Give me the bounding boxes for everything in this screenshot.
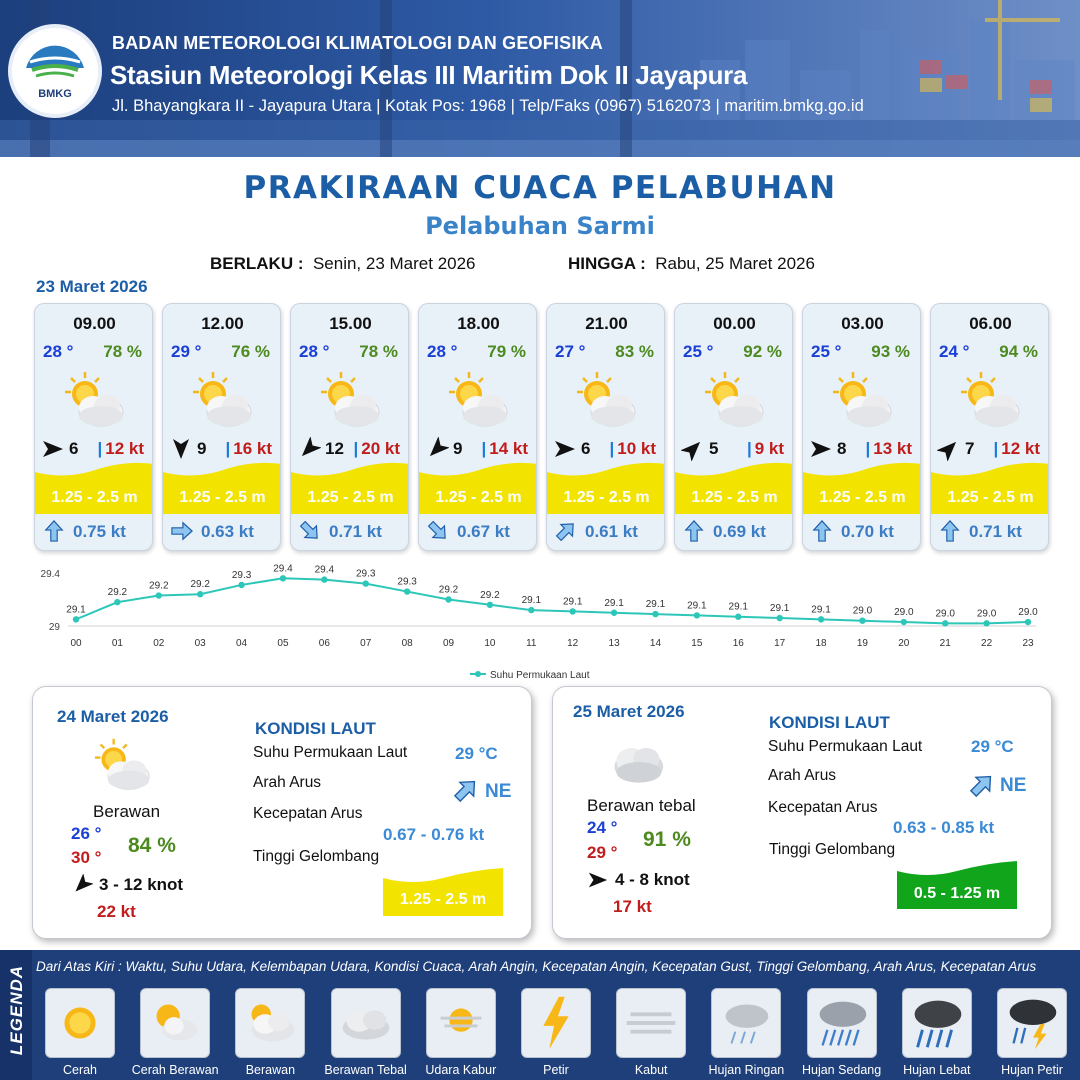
card-wind-speed: 9 [197,439,207,458]
chart-point [1025,619,1031,625]
card-humidity: 79 % [487,342,526,361]
day3-sea-title: KONDISI LAUT [769,713,890,732]
card-gust: | 12 kt [97,439,144,458]
chart-data-label: 29.0 [1018,607,1038,619]
chart-x-tick: 07 [360,638,372,649]
chart-x-tick: 14 [649,638,662,649]
card-wind-speed: 7 [965,439,975,458]
haze-icon [427,989,495,1057]
chart-x-tick: 22 [981,638,993,649]
card-wave-height: 1.25 - 2.5 m [51,489,138,506]
chart-point [238,582,244,588]
day3-wind-arrow-icon [587,869,609,891]
chart-point [404,588,410,594]
chart-point [776,615,782,621]
header-banner [0,0,1080,157]
card-temperature: 28 ° [299,342,330,361]
card-wave-height: 1.25 - 2.5 m [563,489,650,506]
station-name: Stasiun Meteorologi Kelas III Maritim Dok II Jayapura [110,60,748,90]
chart-point [156,592,162,598]
chart-y-tick: 29.4 [40,569,60,580]
chart-data-label: 29.2 [480,589,500,601]
card-current-speed: 0.70 kt [841,522,894,541]
partly-cloudy-icon [959,370,1023,432]
current-direction-icon [939,518,961,544]
chart-point [694,612,700,618]
card-temperature: 28 ° [427,342,458,361]
chart-x-tick: 20 [898,638,910,649]
legend-title: LEGENDA [7,964,26,1056]
chart-data-label: 29.1 [66,604,86,616]
partly-cloudy-icon [63,370,127,432]
legend-item-label: Udara Kabur [425,1063,497,1077]
legend-item-label: Hujan Petir [1001,1063,1063,1077]
day2-date: 24 Maret 2026 [57,707,169,726]
chart-x-tick: 06 [318,638,330,649]
forecast-card [290,303,409,551]
card-gust: | 16 kt [225,439,272,458]
chart-point [818,616,824,622]
day2-humidity: 84 % [128,834,176,857]
day3-sst-value: 29 °C [971,737,1014,756]
chart-point [114,599,120,605]
card-gust-value: 12 kt [105,439,144,458]
chart-x-tick: 13 [608,638,620,649]
chart-point [611,610,617,616]
legend-item [807,988,877,1058]
forecast-card [34,303,153,551]
day3-current-dir-label: Arah Arus [768,767,837,784]
valid-to [568,254,815,274]
chart-point [652,611,658,617]
day2-current-dir: NE [485,781,512,802]
legend-item-label: Berawan Tebal [324,1063,407,1077]
card-time: 12.00 [201,314,244,333]
day2-temp-min: 26 ° [71,824,102,843]
partly-cloudy-icon [91,737,155,795]
card-humidity: 83 % [615,342,654,361]
chart-legend-marker [475,671,481,677]
legend-item [331,988,401,1058]
card-current-speed: 0.67 kt [457,522,510,541]
day2-summary-box [32,686,532,939]
chart-point [528,607,534,613]
day2-gust: 22 kt [97,902,136,921]
fog-icon [617,989,685,1057]
chart-point [859,618,865,624]
card-gust-value: 14 kt [489,439,528,458]
day2-temp-max: 30 ° [71,848,102,867]
card-temperature: 25 ° [683,342,714,361]
chart-x-tick: 10 [484,638,496,649]
card-gust-value: 12 kt [1001,439,1040,458]
day3-wind-speed: 4 - 8 knot [615,870,690,889]
legend-item [997,988,1067,1058]
chart-point [280,575,286,581]
day3-current-dir: NE [1000,775,1027,796]
card-time: 03.00 [841,314,884,333]
card-wind-speed: 12 [325,439,344,458]
page-title: PRAKIRAAN CUACA PELABUHAN [243,170,837,206]
card-humidity: 78 % [103,342,142,361]
legend-item-label: Petir [543,1063,569,1077]
chart-x-tick: 11 [526,638,537,649]
card-gust-value: 9 kt [754,439,784,458]
card-gust-value: 10 kt [617,439,656,458]
chart-point [983,620,989,626]
card-gust-value: 20 kt [361,439,400,458]
card-temperature: 28 ° [43,342,74,361]
chart-x-tick: 15 [691,638,703,649]
chart-x-tick: 02 [153,638,165,649]
day3-summary-box [552,686,1052,939]
partly-cloudy-icon [447,370,511,432]
partly-cloudy-icon [575,370,639,432]
light-rain-icon [712,989,780,1057]
chart-data-label: 29.1 [769,603,790,615]
partly-cloudy-icon [831,370,895,432]
legend-item-label: Hujan Ringan [708,1063,785,1077]
chart-x-tick: 01 [111,638,123,649]
card-time: 00.00 [713,314,756,333]
current-direction-icon [43,518,65,544]
legend-panel [0,950,1080,1080]
chart-point [363,580,369,586]
chart-point [735,614,741,620]
legend-item-label: Cerah [62,1063,98,1077]
chart-legend-label: Suhu Permukaan Laut [490,670,590,681]
legend-description: Dari Atas Kiri : Waktu, Suhu Udara, Kelembapan Udara, Kondisi Cuaca, Arah Angin, Kecepatan Angin, Kecepatan Gust, Tinggi Gelombang, Arah Arus, Kecepatan Arus [36,959,1037,974]
chart-data-label: 29.2 [107,587,128,599]
day3-condition: Berawan tebal [587,796,696,815]
day2-wind-arrow-icon [71,874,93,896]
chart-x-tick: 04 [236,638,248,649]
card-temperature: 25 ° [811,342,842,361]
chart-data-label: 29.2 [438,584,459,596]
card-current-speed: 0.75 kt [73,522,126,541]
legend-item-label: Kabut [634,1063,668,1077]
chart-data-label: 29.2 [149,580,169,592]
card-gust: | 9 kt [746,439,784,458]
chart-data-label: 29.1 [562,596,583,608]
chart-point [197,591,203,597]
chart-data-label: 29.2 [190,579,210,591]
chart-data-label: 29.1 [811,604,831,616]
card-humidity: 92 % [743,342,782,361]
current-direction-icon [555,518,577,544]
current-direction-icon [427,518,449,544]
card-humidity: 94 % [999,342,1038,361]
day2-current-speed-label: Kecepatan Arus [253,805,363,822]
card-wind-speed: 8 [837,439,847,458]
sunny-icon [46,989,114,1057]
legend-item-label: Hujan Lebat [903,1063,971,1077]
chart-y-tick: 29 [48,622,60,633]
logo-text: BMKG [38,88,72,100]
chart-x-tick: 03 [194,638,206,649]
legend-item [521,988,591,1058]
chart-point [942,620,948,626]
day3-temp-min: 24 ° [587,818,618,837]
card-wave-height: 1.25 - 2.5 m [179,489,266,506]
card-wave-height: 1.25 - 2.5 m [819,489,906,506]
chart-data-label: 29.3 [231,569,252,581]
day2-wave-height: 1.25 - 2.5 m [399,891,487,908]
day3-wave-label: Tinggi Gelombang [769,841,896,858]
chart-x-tick: 00 [70,638,82,649]
page-subtitle: Pelabuhan Sarmi [425,212,655,240]
forecast-card [162,303,281,551]
chart-data-label: 29.1 [604,597,624,609]
chart-data-label: 29.3 [397,576,417,588]
day3-current-speed: 0.63 - 0.85 kt [893,818,995,837]
card-temperature: 29 ° [171,342,202,361]
thunderstorm-icon [998,989,1066,1057]
day2-condition: Berawan [93,802,161,821]
valid-to-label: HINGGA : [568,254,646,273]
day3-humidity: 91 % [643,828,691,851]
forecast-card [802,303,921,551]
day2-sst-label: Suhu Permukaan Laut [253,744,408,761]
day2-current-dir-label: Arah Arus [253,774,322,791]
chart-data-label: 29.1 [687,600,707,612]
card-wave-height: 1.25 - 2.5 m [947,489,1034,506]
day3-date: 25 Maret 2026 [573,702,685,721]
card-time: 18.00 [457,314,500,333]
chart-x-tick: 05 [277,638,289,649]
valid-from-value: Senin, 23 Maret 2026 [312,254,476,273]
legend-item [45,988,115,1058]
partly-cloudy-icon [191,370,255,432]
chart-point [445,596,451,602]
current-direction-icon [171,518,193,544]
day2-current-speed: 0.67 - 0.76 kt [383,825,485,844]
chart-data-label: 29.1 [645,599,666,611]
current-direction-icon [683,518,705,544]
day2-current-arrow-icon [453,777,479,803]
legend-item-label: Cerah Berawan [131,1063,219,1077]
chart-point [901,619,907,625]
card-gust: | 20 kt [353,439,400,458]
day2-wind-speed: 3 - 12 knot [99,875,184,894]
chart-data-label: 29.0 [894,607,914,619]
card-gust: | 12 kt [993,439,1040,458]
station-address: Jl. Bhayangkara II - Jayapura Utara | Kotak Pos: 1968 | Telp/Faks (0967) 5162073 | maritim.bmkg.go.id [112,97,864,115]
card-current-speed: 0.71 kt [969,522,1022,541]
card-gust: | 14 kt [481,439,528,458]
chart-x-tick: 17 [774,638,786,649]
chart-data-label: 29.4 [273,563,293,575]
lightning-icon [522,989,590,1057]
forecast-card [418,303,537,551]
card-gust: | 10 kt [609,439,656,458]
card-humidity: 78 % [359,342,398,361]
card-current-speed: 0.69 kt [713,522,766,541]
chart-data-label: 29.0 [852,605,873,617]
card-temperature: 27 ° [555,342,586,361]
partly-cloudy-icon [236,989,304,1057]
forecast-card [930,303,1049,551]
legend-item [426,988,496,1058]
card-humidity: 76 % [231,342,270,361]
card-humidity: 93 % [871,342,910,361]
valid-from-label: BERLAKU : [210,254,304,273]
overcast-icon [605,733,669,791]
day2-wave-label: Tinggi Gelombang [253,848,380,865]
agency-name: BADAN METEOROLOGI KLIMATOLOGI DAN GEOFISIKA [112,33,603,53]
card-current-speed: 0.71 kt [329,522,382,541]
current-direction-icon [299,518,321,544]
legend-item [616,988,686,1058]
day3-current-arrow-icon [969,772,995,798]
day3-current-speed-label: Kecepatan Arus [768,799,878,816]
legend-item [235,988,305,1058]
chart-x-tick: 21 [939,638,951,649]
card-wind-speed: 9 [453,439,463,458]
legend-side-title [0,950,32,1080]
legend-item-label: Hujan Sedang [801,1063,882,1077]
partly-cloudy-icon [319,370,383,432]
chart-x-tick: 12 [567,638,579,649]
day2-sea-title: KONDISI LAUT [255,719,376,738]
bmkg-emblem-icon [12,28,98,88]
card-gust: | 13 kt [865,439,912,458]
legend-item [711,988,781,1058]
chart-x-tick: 09 [442,638,455,649]
legend-item-label: Berawan [245,1063,296,1077]
chart-point [569,608,575,614]
card-gust-value: 13 kt [873,439,912,458]
card-time: 15.00 [329,314,372,333]
mostly-sunny-icon [141,989,209,1057]
sea-temperature-chart [30,560,1050,685]
card-current-speed: 0.61 kt [585,522,638,541]
chart-x-tick: 19 [856,638,868,649]
chart-x-tick: 08 [401,638,413,649]
moderate-rain-icon [808,989,876,1057]
day3-gust: 17 kt [613,897,652,916]
day1-date: 23 Maret 2026 [36,277,148,296]
heavy-rain-icon [903,989,971,1057]
chart-series-line [76,578,1028,623]
chart-x-tick: 23 [1022,638,1034,649]
card-current-speed: 0.63 kt [201,522,254,541]
card-wind-speed: 6 [581,439,591,458]
chart-data-label: 29.0 [976,608,997,620]
card-wave-height: 1.25 - 2.5 m [435,489,522,506]
forecast-card [674,303,793,551]
chart-x-tick: 16 [732,638,744,649]
card-temperature: 24 ° [939,342,970,361]
card-wave-height: 1.25 - 2.5 m [691,489,778,506]
current-direction-icon [811,518,833,544]
card-time: 09.00 [73,314,116,333]
day3-wave-height: 0.5 - 1.25 m [913,885,1001,902]
chart-data-label: 29.3 [356,568,376,580]
day3-temp-max: 29 ° [587,843,618,862]
card-gust-value: 16 kt [233,439,272,458]
bmkg-logo [12,28,98,114]
valid-to-value: Rabu, 25 Maret 2026 [655,254,815,273]
day2-sst-value: 29 °C [455,744,498,763]
chart-point [487,602,493,608]
card-wind-speed: 6 [69,439,79,458]
chart-point [73,616,79,622]
chart-data-label: 29.0 [935,608,955,620]
card-time: 21.00 [585,314,628,333]
chart-data-label: 29.4 [314,564,335,576]
chart-data-label: 29.1 [728,601,748,613]
chart-point [321,576,327,582]
legend-item [140,988,210,1058]
card-wind-speed: 5 [709,439,719,458]
chart-data-label: 29.1 [521,595,542,607]
forecast-card [546,303,665,551]
partly-cloudy-icon [703,370,767,432]
card-time: 06.00 [969,314,1012,333]
legend-item [902,988,972,1058]
day3-sst-label: Suhu Permukaan Laut [768,738,923,755]
valid-from [210,254,476,274]
chart-x-tick: 18 [815,638,827,649]
card-wave-height: 1.25 - 2.5 m [307,489,394,506]
overcast-icon [332,989,400,1057]
